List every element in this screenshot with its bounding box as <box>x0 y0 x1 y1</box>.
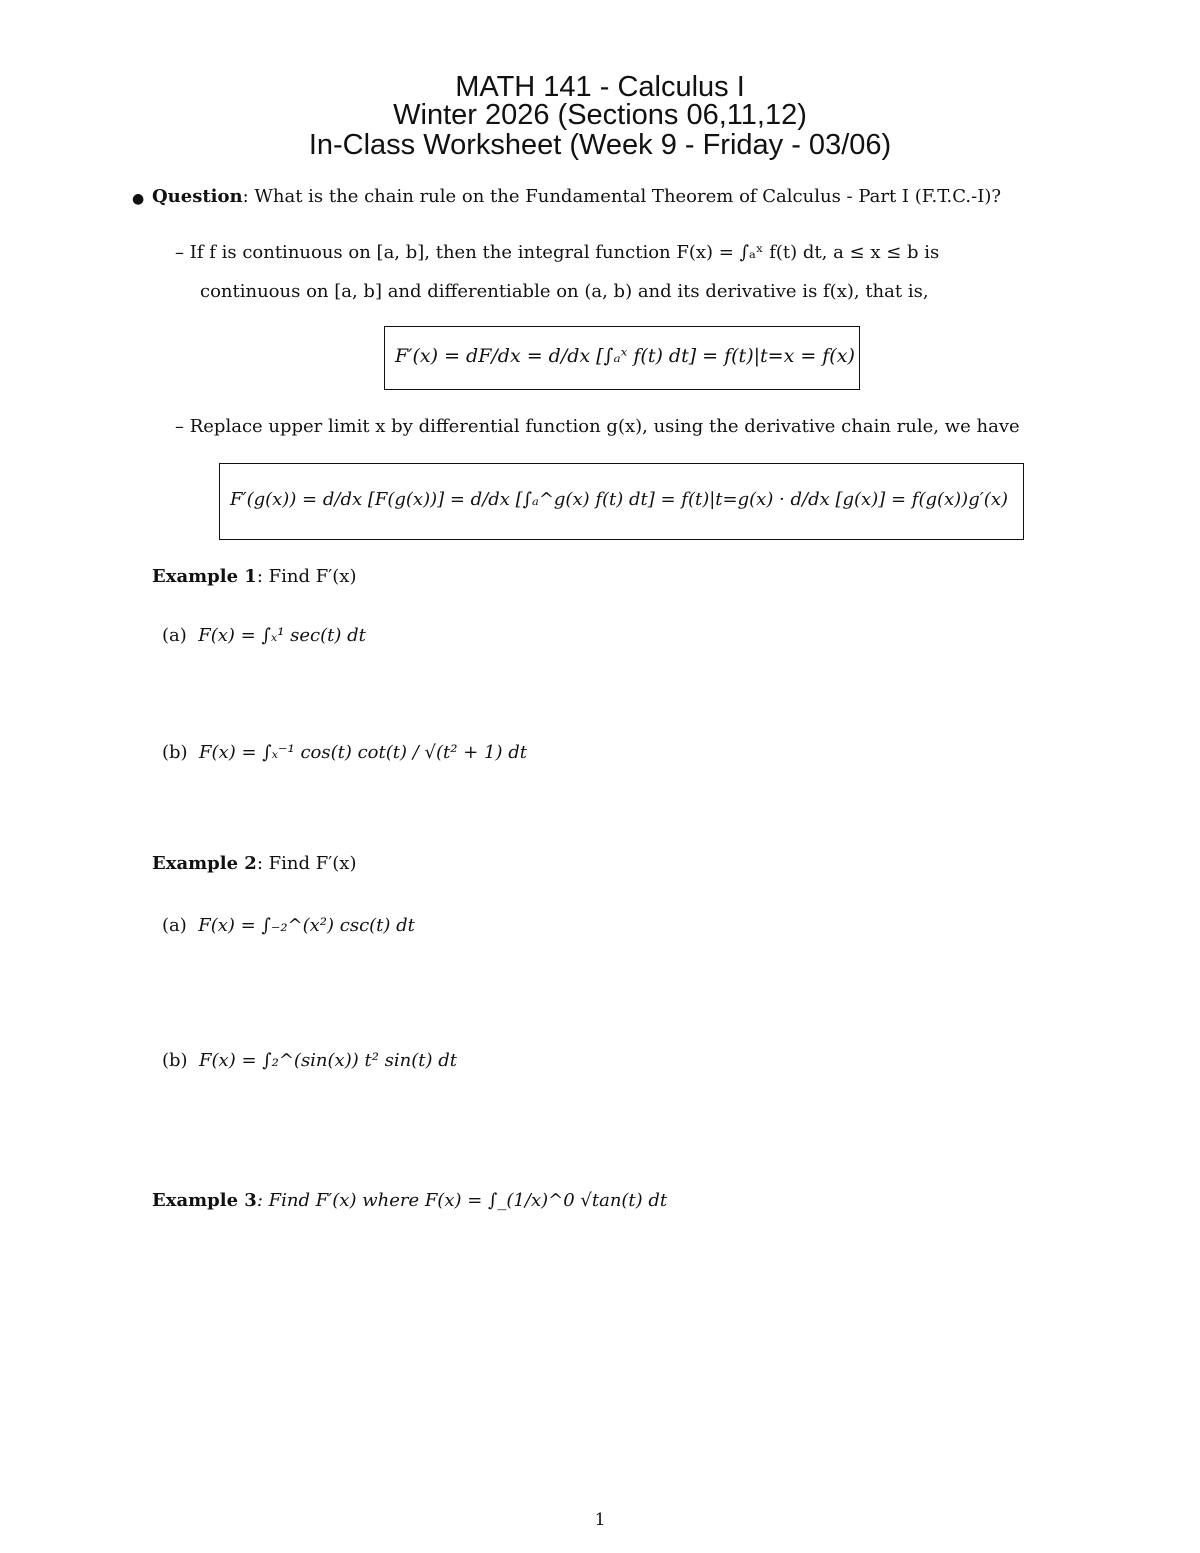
page-number: 1 <box>594 1510 606 1530</box>
point1-line2: continuous on [a, b] and differentiable on (a, b) and its derivative is f(x), that is, <box>200 281 929 302</box>
example-1-label: Example 1 <box>152 566 257 587</box>
example-2a <box>162 915 415 936</box>
bullet-icon: ● <box>132 191 145 207</box>
example-2a-letter: (a) <box>162 915 187 936</box>
point2-line1: – Replace upper limit x by differential function g(x), using the derivative chain rule, we have <box>175 416 1020 437</box>
formula-box-chain <box>219 463 1024 540</box>
example-2-prompt: : Find F′(x) <box>256 853 357 874</box>
example-3 <box>152 1190 667 1211</box>
example-3-label: Example 3 <box>152 1190 257 1211</box>
example-1a-expr: F(x) = ∫ₓ¹ sec(t) dt <box>198 625 366 646</box>
example-2-label: Example 2 <box>152 853 257 874</box>
example-1a <box>162 625 366 646</box>
example-1a-letter: (a) <box>162 625 187 646</box>
example-2b <box>162 1050 457 1071</box>
title-worksheet: In-Class Worksheet (Week 9 - Friday - 03/06) <box>308 129 892 161</box>
example-1-prompt: : Find F′(x) <box>256 566 357 587</box>
title-course: MATH 141 - Calculus I <box>455 71 745 103</box>
question <box>152 186 1001 207</box>
formula-chain: F′(g(x)) = d/dx [F(g(x))] = d/dx [∫ₐ^g(x) f(t) dt] = f(t)|t=g(x) · d/dx [g(x)] = f(g(x))g′(x) <box>230 489 1009 510</box>
question-text: : What is the chain rule on the Fundamental Theorem of Calculus - Part I (F.T.C.-I)? <box>242 186 1001 207</box>
example-2a-expr: F(x) = ∫₋₂^(x²) csc(t) dt <box>198 915 415 936</box>
example-2 <box>152 853 356 874</box>
point1-line1: – If f is continuous on [a, b], then the integral function F(x) = ∫ₐˣ f(t) dt, a ≤ x ≤ b is <box>175 242 940 263</box>
example-1b-expr: F(x) = ∫ₓ⁻¹ cos(t) cot(t) / √(t² + 1) dt <box>199 742 527 763</box>
example-1b-letter: (b) <box>162 742 188 763</box>
example-1b <box>162 742 527 763</box>
question-label: Question <box>152 186 243 207</box>
example-3-prompt: : Find F′(x) where F(x) = ∫_(1/x)^0 √tan(t) dt <box>256 1190 668 1211</box>
example-2b-letter: (b) <box>162 1050 188 1071</box>
example-2b-expr: F(x) = ∫₂^(sin(x)) t² sin(t) dt <box>199 1050 457 1071</box>
formula-box-ftc <box>384 326 860 390</box>
title-term: Winter 2026 (Sections 06,11,12) <box>393 99 807 131</box>
formula-ftc: F′(x) = dF/dx = d/dx [∫ₐˣ f(t) dt] = f(t)|t=x = f(x) <box>395 345 855 367</box>
example-1 <box>152 566 356 587</box>
